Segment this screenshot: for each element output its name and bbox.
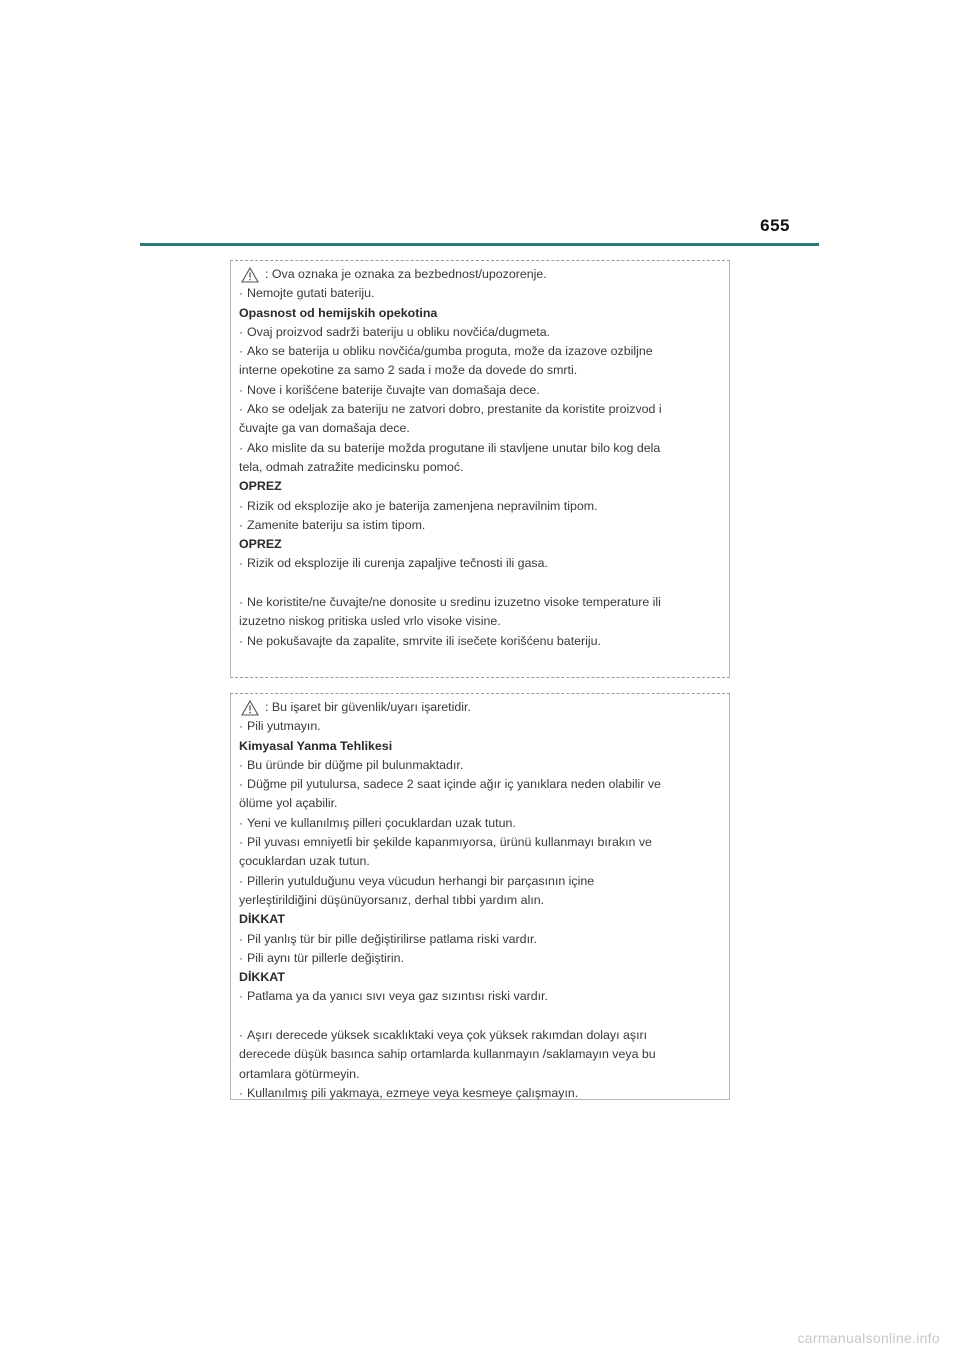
line-text: yerleştirildiğini düşünüyorsanız, derhal tıbbi yardım alın.: [239, 892, 545, 907]
line-text: Ovaj proizvod sadrži bateriju u obliku novčića/dugmeta.: [247, 324, 551, 339]
text-line: [239, 284, 721, 303]
bullet-icon: ·: [239, 873, 244, 888]
line-text: interne opekotine za samo 2 sada i može da dovede do smrti.: [239, 363, 578, 378]
bullet-icon: ·: [239, 324, 244, 339]
line-text: Bu üründe bir düğme pil bulunmaktadır.: [247, 757, 464, 772]
bullet-icon: ·: [239, 595, 244, 610]
warning-text: : Ova oznaka je oznaka za bezbednost/upozorenje.: [265, 267, 547, 281]
line-text: Pil yanlış tür bir pille değiştirilirse patlama riski vardır.: [247, 931, 537, 946]
text-line: [239, 458, 721, 477]
line-text: Ako mislite da su baterije možda progutane ili stavljene unutar bilo kog dela: [247, 440, 661, 455]
section-heading: [239, 910, 721, 929]
text-line: [239, 794, 721, 813]
line-text: çocuklardan uzak tutun.: [239, 854, 370, 869]
bullet-icon: ·: [239, 556, 244, 571]
text-line: [239, 1065, 721, 1084]
bullet-icon: ·: [239, 402, 244, 417]
line-text: Zamenite bateriju sa istim tipom.: [247, 517, 426, 532]
line-text: Rizik od eksplozije ili curenja zapaljive tečnosti ili gasa.: [247, 556, 548, 571]
text-line: [239, 814, 721, 833]
blank-line: [239, 574, 721, 593]
bullet-icon: ·: [239, 1028, 244, 1043]
text-line: [239, 593, 721, 612]
text-line: [239, 775, 721, 794]
line-text: Kimyasal Yanma Tehlikesi: [239, 738, 393, 753]
text-line: [239, 872, 721, 891]
text-line: [239, 554, 721, 573]
line-text: Pillerin yutulduğunu veya vücudun herhangi bir parçasının içine: [247, 873, 595, 888]
bullet-icon: ·: [239, 440, 244, 455]
section-heading: [239, 535, 721, 554]
line-text: Kullanılmış pili yakmaya, ezmeye veya kesmeye çalışmayın.: [247, 1085, 579, 1100]
bullet-icon: ·: [239, 344, 244, 359]
bullet-icon: ·: [239, 757, 244, 772]
section-heading: [239, 477, 721, 496]
text-line: [239, 987, 721, 1006]
line-text: DİKKAT: [239, 912, 285, 927]
line-text: OPREZ: [239, 479, 282, 494]
text-line: [239, 419, 721, 438]
text-line: [239, 1045, 721, 1064]
line-text: Opasnost od hemijskih opekotina: [239, 305, 438, 320]
warning-triangle-icon: [241, 700, 259, 716]
line-text: Pili aynı tür pillerle değiştirin.: [247, 950, 405, 965]
bullet-icon: ·: [239, 498, 244, 513]
page-number: 655: [760, 216, 790, 235]
line-text: Nove i korišćene baterije čuvajte van domašaja dece.: [247, 382, 540, 397]
line-text: Düğme pil yutulursa, sadece 2 saat içinde ağır iç yanıklara neden olabilir ve: [247, 777, 661, 792]
text-line: [239, 361, 721, 380]
text-line: [239, 949, 721, 968]
bullet-icon: ·: [239, 835, 244, 850]
bullet-icon: ·: [239, 517, 244, 532]
bullet-icon: ·: [239, 1085, 244, 1100]
text-line: [239, 400, 721, 419]
line-text: ölüme yol açabilir.: [239, 796, 338, 811]
line-text: Patlama ya da yanıcı sıvı veya gaz sızıntısı riski vardır.: [247, 989, 548, 1004]
safety-notice-turkish: [230, 693, 730, 1100]
text-line: [239, 852, 721, 871]
text-line: [239, 1084, 721, 1103]
text-line: [239, 1026, 721, 1045]
line-text: čuvajte ga van domašaja dece.: [239, 421, 410, 436]
line-text: derecede düşük basınca sahip ortamlarda kullanmayın /saklamayın veya bu: [239, 1047, 656, 1062]
bullet-icon: ·: [239, 286, 244, 301]
section-heading: [239, 968, 721, 987]
line-text: izuzetno niskog pritiska usled vrlo visoke visine.: [239, 614, 501, 629]
safety-notice-serbian: [230, 260, 730, 678]
text-line: [239, 381, 721, 400]
blank-line: [239, 1007, 721, 1026]
line-text: Nemojte gutati bateriju.: [247, 286, 375, 301]
line-text: tela, odmah zatražite medicinsku pomoć.: [239, 459, 464, 474]
line-text: Ne pokušavajte da zapalite, smrvite ili isečete korišćenu bateriju.: [247, 633, 601, 648]
text-line: [239, 323, 721, 342]
bullet-icon: ·: [239, 815, 244, 830]
bullet-icon: ·: [239, 777, 244, 792]
text-line: [239, 833, 721, 852]
line-text: Aşırı derecede yüksek sıcaklıktaki veya çok yüksek rakımdan dolayı aşırı: [247, 1028, 648, 1043]
line-text: OPREZ: [239, 537, 282, 552]
text-line: [239, 342, 721, 361]
line-text: Rizik od eksplozije ako je baterija zamenjena nepravilnim tipom.: [247, 498, 598, 513]
bullet-icon: ·: [239, 950, 244, 965]
text-line: [239, 756, 721, 775]
line-text: Pil yuvası emniyetli bir şekilde kapanmıyorsa, ürünü kullanmayı bırakın ve: [247, 835, 652, 850]
notice-lines: [239, 284, 721, 651]
line-text: Ako se baterija u obliku novčića/gumba proguta, može da izazove ozbiljne: [247, 344, 653, 359]
line-text: ortamlara götürmeyin.: [239, 1066, 360, 1081]
line-text: Yeni ve kullanılmış pilleri çocuklardan uzak tutun.: [247, 815, 516, 830]
line-text: Ako se odeljak za bateriju ne zatvori dobro, prestanite da koristite proizvod i: [247, 402, 662, 417]
warning-text: : Bu işaret bir güvenlik/uyarı işaretidir.: [265, 700, 471, 714]
notice-lines: [239, 717, 721, 1103]
bullet-icon: ·: [239, 382, 244, 397]
text-line: [239, 632, 721, 651]
section-heading: [239, 304, 721, 323]
text-line: [239, 497, 721, 516]
warning-triangle-icon: [241, 267, 259, 283]
warning-line: [239, 698, 721, 717]
bullet-icon: ·: [239, 931, 244, 946]
text-line: [239, 891, 721, 910]
section-heading: [239, 737, 721, 756]
bullet-icon: ·: [239, 989, 244, 1004]
line-text: DİKKAT: [239, 970, 285, 985]
header-rule: [140, 243, 819, 246]
watermark: carmanualsonline.info: [797, 1330, 940, 1346]
warning-line: [239, 265, 721, 284]
text-line: [239, 516, 721, 535]
bullet-icon: ·: [239, 633, 244, 648]
line-text: Ne koristite/ne čuvajte/ne donosite u sredinu izuzetno visoke temperature ili: [247, 595, 661, 610]
text-line: [239, 612, 721, 631]
bullet-icon: ·: [239, 719, 244, 734]
text-line: [239, 439, 721, 458]
text-line: [239, 930, 721, 949]
text-line: [239, 717, 721, 736]
line-text: Pili yutmayın.: [247, 719, 321, 734]
